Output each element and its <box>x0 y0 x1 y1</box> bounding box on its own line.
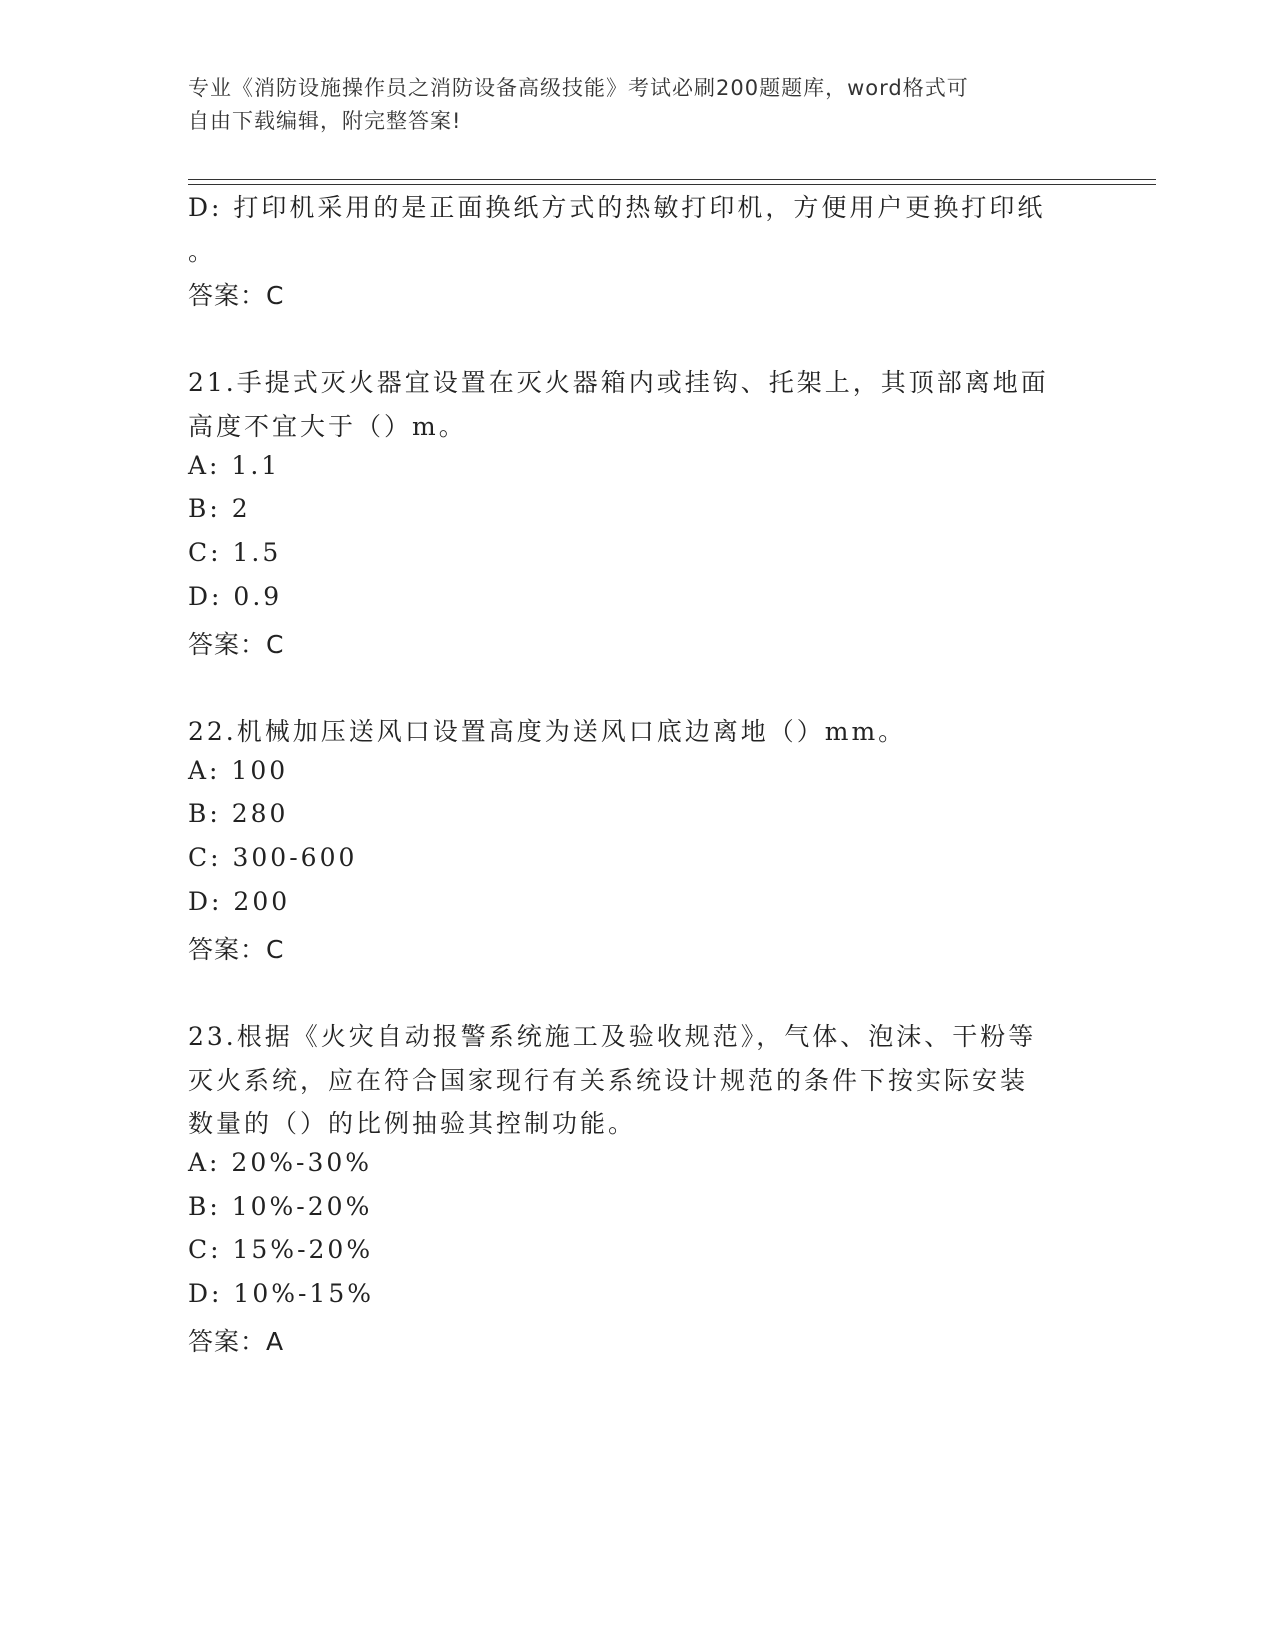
document-header <box>188 72 1068 138</box>
option-b: B: 280 <box>188 799 289 828</box>
header-divider-bottom <box>188 184 1156 185</box>
option-b: B: 10%-20% <box>188 1192 373 1221</box>
question-stem-line: 灭火系统，应在符合国家现行有关系统设计规范的条件下按实际安装 <box>188 1066 1029 1095</box>
prev-option-d-continuation: 。 <box>188 237 217 266</box>
header-line-1: 专业《消防设施操作员之消防设备高级技能》考试必刷200题题库，word格式可 <box>188 76 969 100</box>
option-b: B: 2 <box>188 494 251 523</box>
answer: 答案：C <box>188 630 285 659</box>
header-divider-top <box>188 179 1156 180</box>
option-c: C: 1.5 <box>188 538 282 567</box>
option-c: C: 15%-20% <box>188 1235 374 1264</box>
option-a: A: 100 <box>188 756 289 785</box>
header-line-2: 自由下载编辑，附完整答案! <box>188 109 462 133</box>
option-d: D: 10%-15% <box>188 1279 374 1308</box>
question-stem-line: 23.根据《火灾自动报警系统施工及验收规范》，气体、泡沫、干粉等 <box>188 1022 1037 1051</box>
option-a: A: 1.1 <box>188 451 281 480</box>
option-d: D: 200 <box>188 887 291 916</box>
prev-answer: 答案：C <box>188 281 285 310</box>
option-d: D: 0.9 <box>188 582 283 611</box>
question-stem-line: 数量的（）的比例抽验其控制功能。 <box>188 1109 637 1138</box>
option-c: C: 300-600 <box>188 843 358 872</box>
question-stem-line: 22.机械加压送风口设置高度为送风口底边离地（）mm。 <box>188 717 907 746</box>
question-stem-line: 高度不宜大于（）m。 <box>188 412 467 441</box>
answer: 答案：A <box>188 1327 285 1356</box>
prev-option-d: D: 打印机采用的是正面换纸方式的热敏打印机，方便用户更换打印纸 <box>188 193 1046 222</box>
option-a: A: 20%-30% <box>188 1148 373 1177</box>
answer: 答案：C <box>188 935 285 964</box>
question-stem-line: 21.手提式灭火器宜设置在灭火器箱内或挂钩、托架上，其顶部离地面 <box>188 368 1049 397</box>
